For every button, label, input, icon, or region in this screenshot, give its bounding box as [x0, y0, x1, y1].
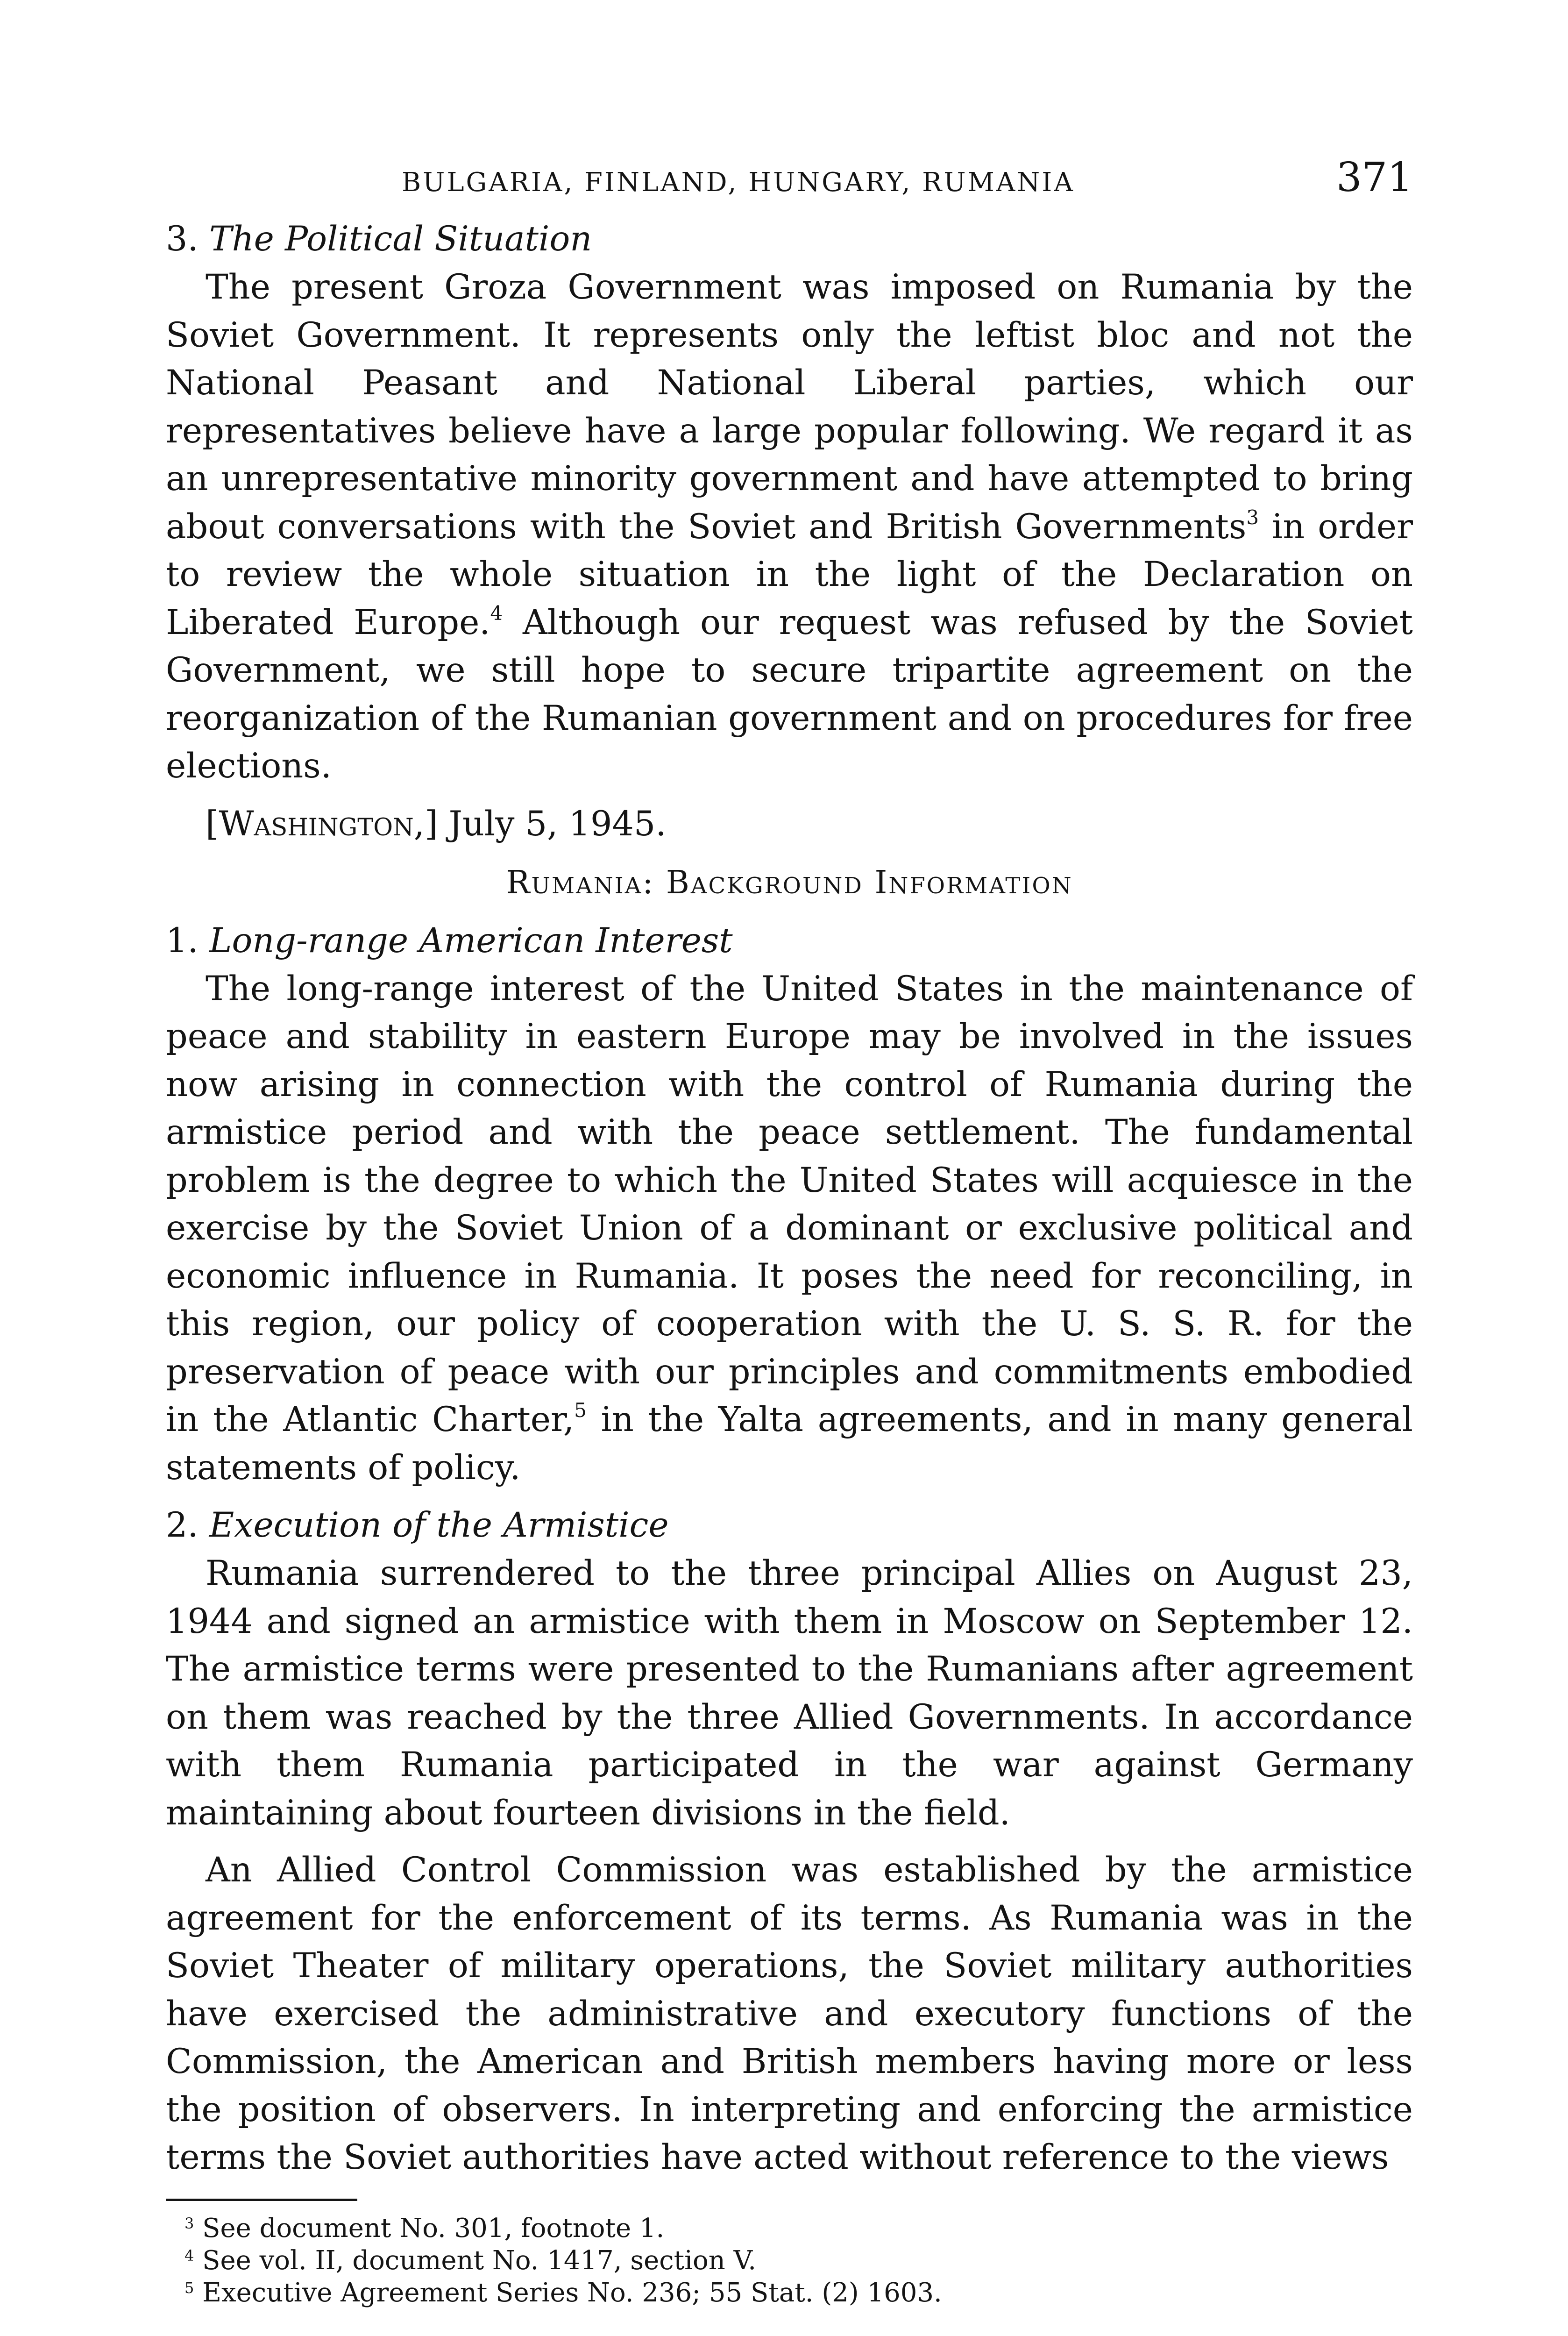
running-title: BULGARIA, FINLAND, HUNGARY, RUMANIA — [402, 167, 1075, 198]
section-title: Execution of the Armistice — [209, 1505, 669, 1545]
footnote-4 — [184, 2244, 1413, 2277]
paragraph-armistice-surrender: Rumania surrendered to the three principal Allies on August 23, 1944 and signed an armistice with them in Moscow on September 12. The armistice terms were presented to the Rumanians after agreement on them was reached by the three Allied Governments. In accordance with them Rumania participated in the war against Germany maintaining about fourteen divisions in the field. — [166, 1553, 1413, 1833]
footnote-text: Executive Agreement Series No. 236; 55 Stat. (2) 1603. — [202, 2277, 942, 2308]
footnote-text: See vol. II, document No. 1417, section V. — [202, 2245, 757, 2276]
footnote-ref-4: 4 — [490, 601, 503, 625]
section-heading-execution-armistice — [166, 1501, 1413, 1550]
footnote-mark: 4 — [184, 2246, 194, 2265]
paragraph-text: Although our request was refused by the Soviet Government, we still hope to secure tripartite agreement on the reorganization of the Rumanian government and on procedures for free elections. — [166, 602, 1413, 786]
section-title: Long-range American Interest — [209, 920, 733, 961]
footnote-mark: 5 — [184, 2279, 194, 2297]
paragraph-control-commission: An Allied Control Commission was established by the armistice agreement for the enforcement of its terms. As Rumania was in the Soviet Theater of military operations, the Soviet military authorities have exercised the administrative and executory functions of the Commission, the American and British members having more or less the position of observers. In interpreting and enforcing the armistice terms the Soviet authorities have acted without reference to the views — [166, 1850, 1413, 2177]
dateline-bracket: [ — [206, 804, 219, 844]
section-title: The Political Situation — [209, 219, 592, 259]
footnote-text: See document No. 301, footnote 1. — [202, 2213, 665, 2243]
dateline-place: Washington — [219, 804, 414, 844]
dateline — [206, 800, 1413, 848]
section-heading-political-situation — [166, 215, 1413, 264]
footnote-ref-3: 3 — [1246, 506, 1259, 529]
paragraph-political-situation — [166, 264, 1413, 791]
footnote-mark: 3 — [184, 2214, 194, 2232]
paragraph-long-range-interest — [166, 965, 1413, 1492]
footnote-5 — [184, 2277, 1413, 2309]
background-heading: Rumania: Background Information — [506, 864, 1073, 901]
running-header — [166, 154, 1413, 215]
footnote-divider — [166, 2199, 357, 2201]
footnotes — [166, 2212, 1413, 2309]
section-number: 1. — [166, 920, 199, 961]
dateline-date: ,] July 5, 1945. — [413, 804, 667, 844]
paragraph-text: in the Yalta agreements, and in many general statements of policy. — [166, 1400, 1413, 1488]
document-page — [166, 154, 1413, 2336]
section-number: 2. — [166, 1505, 199, 1545]
section-number: 3. — [166, 219, 199, 259]
footnote-ref-5: 5 — [574, 1399, 587, 1422]
footnote-3 — [184, 2212, 1413, 2244]
paragraph-text: The long-range interest of the United States in the maintenance of peace and stability in eastern Europe may be involved in the issues now arising in connection with the control of Rumania during the armistice period and with the peace settlement. The fundamental problem is the degree to which the United States will acquiesce in the exercise by the Soviet Union of a dominant or exclusive political and economic influence in Rumania. It poses the need for reconciling, in this region, our policy of cooperation with the U. S. S. R. for the preservation of peace with our principles and commitments embodied in the Atlantic Charter, — [166, 969, 1413, 1439]
paragraph-text: in order to review the whole situation in the light of the Declaration on Liberated Europe. — [166, 506, 1413, 642]
section-heading-long-range-interest — [166, 917, 1413, 965]
paragraph-text: The present Groza Government was imposed on Rumania by the Soviet Government. It represents only the leftist bloc and not the National Peasant and National Liberal parties, which our representatives believe have a large popular following. We regard it as an unrepresentative minority government and have attempted to bring about conversations with the Soviet and British Governments — [166, 267, 1413, 547]
page-number: 371 — [1336, 154, 1413, 201]
